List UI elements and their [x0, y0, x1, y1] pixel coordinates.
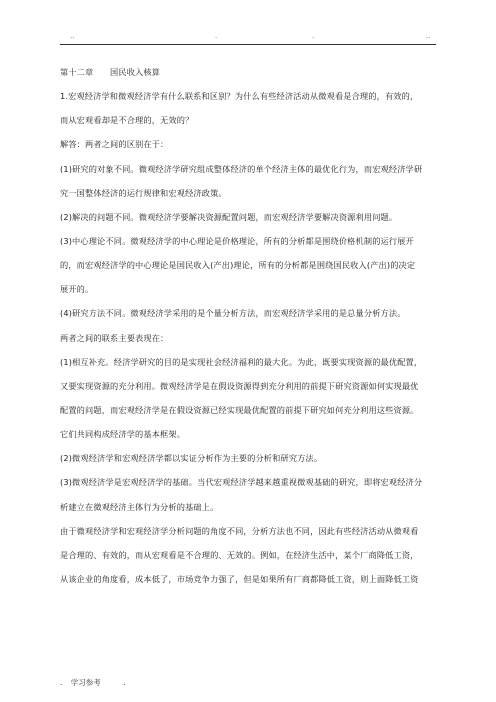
header-mark: .. — [70, 32, 75, 40]
answer-line: 又要实现资源的充分利用。微观经济学是在假设资源得到充分利用的前提下研究资源如何实现最优 — [60, 380, 419, 391]
answer-line: 由于微观经济学和宏观经济学分析问题的角度不同，分析方法也不同，因此有些经济活动从微观看 — [60, 525, 419, 536]
header-mark: .. — [426, 32, 431, 40]
header-mark: . — [215, 32, 218, 40]
answer-line: 是合理的、有效的，而从宏观看是不合理的、无效的。例如，在经济生活中，某个厂商降低工资， — [60, 549, 419, 560]
footer-label: 学习参考 — [70, 678, 101, 687]
footer-mark: . — [60, 678, 63, 687]
answer-line: 它们共同构成经济学的基本框架。 — [60, 429, 186, 440]
answer-line: (2)微观经济学和宏观经济学都以实证分析作为主要的分析和研究方法。 — [60, 453, 323, 464]
answer-line: (1)相互补充。经济学研究的目的是实现社会经济福利的最大化。为此，既要实现资源的最优配置， — [60, 356, 423, 367]
answer-line: (3)微观经济学是宏观经济学的基础。当代宏观经济学越来越重视微观基础的研究，即将宏观经济分 — [60, 477, 423, 488]
header-rule — [60, 44, 436, 45]
answer-line: (1)研究的对象不同。微观经济学研究组成整体经济的单个经济主体的最优化行为，而宏观经济学研 — [60, 163, 423, 174]
question-line: 而从宏观看却是不合理的，无效的？ — [60, 115, 194, 126]
answer-line: 解答：两者之间的区别在于： — [60, 139, 169, 150]
header-mark: . — [312, 32, 315, 40]
answer-line: 的，而宏观经济学的中心理论是国民收入(产出)理论，所有的分析都是围绕国民收入(产出)的决定 — [60, 260, 416, 271]
answer-line: 两者之间的联系主要表现在： — [60, 332, 169, 343]
footer-mark: . — [123, 678, 126, 687]
header-marks — [60, 32, 436, 42]
answer-line: 析建立在微观经济主体行为分析的基础上。 — [60, 501, 219, 512]
document-body — [60, 66, 440, 597]
answer-line: 展开的。 — [60, 284, 94, 295]
page-footer — [60, 677, 126, 688]
answer-line: (2)解决的问题不同。微观经济学要解决资源配置问题，而宏观经济学要解决资源利用问题。 — [60, 211, 398, 222]
answer-line: (4)研究方法不同。微观经济学采用的是个量分析方法，而宏观经济学采用的是总量分析方法。 — [60, 308, 406, 319]
answer-line: 配置的问题，而宏观经济学是在假设资源已经实现最优配置的前提下研究如何充分利用这些资源。 — [60, 404, 419, 415]
question-line: 1.宏观经济学和微观经济学有什么联系和区别？为什么有些经济活动从微观看是合理的，有效的， — [60, 91, 419, 102]
answer-line: 究一国整体经济的运行规律和宏观经济政策。 — [60, 187, 227, 198]
answer-line: 从该企业的角度看，成本低了，市场竞争力强了，但是如果所有厂商都降低工资，则上面降低工资 — [60, 573, 419, 584]
chapter-title: 第十二章 国民收入核算 — [60, 67, 161, 77]
answer-line: (3)中心理论不同。微观经济学的中心理论是价格理论，所有的分析都是围绕价格机制的运行展开 — [60, 235, 414, 246]
